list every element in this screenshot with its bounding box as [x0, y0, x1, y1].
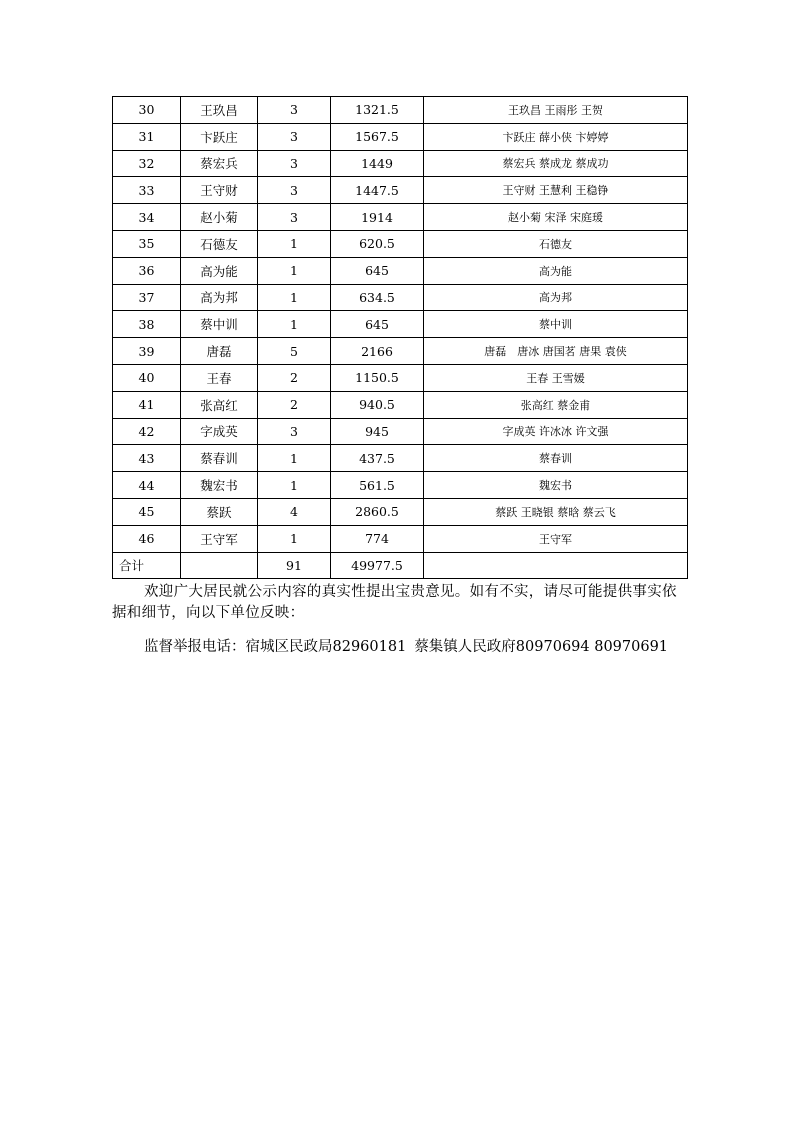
- table-row: [113, 364, 688, 391]
- total-label: 合计: [113, 552, 181, 579]
- table-row: [113, 257, 688, 284]
- household-head-name: 蔡中训: [181, 311, 258, 338]
- household-head-name: 蔡跃: [181, 498, 258, 525]
- household-size: 1: [258, 445, 331, 472]
- subsidy-amount: 1449: [331, 150, 424, 177]
- table-row: [113, 418, 688, 445]
- table-row: [113, 311, 688, 338]
- table-row: [113, 204, 688, 231]
- household-size: 3: [258, 150, 331, 177]
- table-row: [113, 150, 688, 177]
- subsidy-amount: 561.5: [331, 472, 424, 499]
- row-number: 38: [113, 311, 181, 338]
- household-members: 蔡跃 王晓银 蔡晗 蔡云飞: [424, 498, 688, 525]
- subsidy-amount: 774: [331, 525, 424, 552]
- household-head-name: 高为邦: [181, 284, 258, 311]
- household-head-name: 字成英: [181, 418, 258, 445]
- row-number: 35: [113, 230, 181, 257]
- household-size: 1: [258, 230, 331, 257]
- table-row: [113, 445, 688, 472]
- table-row: [113, 498, 688, 525]
- household-head-name: 赵小菊: [181, 204, 258, 231]
- household-head-name: 魏宏书: [181, 472, 258, 499]
- table-row: [113, 472, 688, 499]
- row-number: 41: [113, 391, 181, 418]
- row-number: 31: [113, 123, 181, 150]
- row-number: 30: [113, 97, 181, 124]
- contact-town-government: 蔡集镇人民政府80970694 80970691: [414, 639, 669, 655]
- household-members: 王守财 王慧利 王稳铮: [424, 177, 688, 204]
- household-members: 高为邦: [424, 284, 688, 311]
- household-table-footer: [113, 552, 688, 579]
- total-members-cell: [424, 552, 688, 579]
- contact-line: [112, 637, 732, 658]
- household-members: 唐磊 唐冰 唐国茗 唐果 袁侠: [424, 338, 688, 365]
- household-size: 1: [258, 257, 331, 284]
- subsidy-amount: 2166: [331, 338, 424, 365]
- household-size: 1: [258, 311, 331, 338]
- household-size: 1: [258, 284, 331, 311]
- subsidy-amount: 945: [331, 418, 424, 445]
- row-number: 33: [113, 177, 181, 204]
- household-size: 4: [258, 498, 331, 525]
- subsidy-amount: 1914: [331, 204, 424, 231]
- subsidy-amount: 1567.5: [331, 123, 424, 150]
- row-number: 43: [113, 445, 181, 472]
- household-head-name: 王春: [181, 364, 258, 391]
- subsidy-amount: 1447.5: [331, 177, 424, 204]
- household-table-wrapper: [112, 96, 688, 579]
- row-number: 40: [113, 364, 181, 391]
- household-size: 1: [258, 472, 331, 499]
- subsidy-amount: 2860.5: [331, 498, 424, 525]
- row-number: 36: [113, 257, 181, 284]
- household-members: 卞跃庄 薛小侠 卞婷婷: [424, 123, 688, 150]
- household-members: 蔡中训: [424, 311, 688, 338]
- household-size: 3: [258, 177, 331, 204]
- table-row: [113, 230, 688, 257]
- row-number: 34: [113, 204, 181, 231]
- row-number: 44: [113, 472, 181, 499]
- household-head-name: 蔡春训: [181, 445, 258, 472]
- table-row: [113, 97, 688, 124]
- subsidy-amount: 645: [331, 257, 424, 284]
- household-members: 张高红 蔡金甫: [424, 391, 688, 418]
- household-head-name: 卞跃庄: [181, 123, 258, 150]
- household-head-name: 张高红: [181, 391, 258, 418]
- household-size: 3: [258, 97, 331, 124]
- table-row: [113, 123, 688, 150]
- household-members: 王春 王雪媛: [424, 364, 688, 391]
- row-number: 37: [113, 284, 181, 311]
- household-members: 魏宏书: [424, 472, 688, 499]
- subsidy-amount: 1321.5: [331, 97, 424, 124]
- household-head-name: 唐磊: [181, 338, 258, 365]
- household-members: 高为能: [424, 257, 688, 284]
- row-number: 46: [113, 525, 181, 552]
- household-size: 3: [258, 204, 331, 231]
- subsidy-amount: 620.5: [331, 230, 424, 257]
- table-row: [113, 177, 688, 204]
- household-size: 2: [258, 391, 331, 418]
- household-size: 1: [258, 525, 331, 552]
- household-members: 王守军: [424, 525, 688, 552]
- household-members: 石德友: [424, 230, 688, 257]
- table-row: [113, 338, 688, 365]
- household-members: 王玖昌 王雨彤 王贺: [424, 97, 688, 124]
- row-number: 32: [113, 150, 181, 177]
- subsidy-amount: 634.5: [331, 284, 424, 311]
- household-size: 3: [258, 418, 331, 445]
- subsidy-amount: 940.5: [331, 391, 424, 418]
- table-row: [113, 391, 688, 418]
- contact-civil-affairs: 监督举报电话：宿城区民政局82960181: [144, 639, 407, 655]
- household-head-name: 王守财: [181, 177, 258, 204]
- subsidy-amount: 645: [331, 311, 424, 338]
- subsidy-amount: 1150.5: [331, 364, 424, 391]
- row-number: 45: [113, 498, 181, 525]
- household-head-name: 石德友: [181, 230, 258, 257]
- notice-paragraph: 欢迎广大居民就公示内容的真实性提出宝贵意见。如有不实，请尽可能提供事实依据和细节，向以下单位反映：: [112, 584, 677, 621]
- household-members: 字成英 许冰冰 许文强: [424, 418, 688, 445]
- table-row: [113, 525, 688, 552]
- household-head-name: 蔡宏兵: [181, 150, 258, 177]
- table-row: [113, 284, 688, 311]
- household-table: [112, 96, 688, 579]
- household-head-name: 高为能: [181, 257, 258, 284]
- household-members: 赵小菊 宋泽 宋庭瑗: [424, 204, 688, 231]
- household-head-name: 王玖昌: [181, 97, 258, 124]
- household-table-body: [113, 97, 688, 553]
- household-head-name: 王守军: [181, 525, 258, 552]
- household-size: 3: [258, 123, 331, 150]
- total-amount: 49977.5: [331, 552, 424, 579]
- household-size: 5: [258, 338, 331, 365]
- household-members: 蔡宏兵 蔡成龙 蔡成功: [424, 150, 688, 177]
- row-number: 42: [113, 418, 181, 445]
- row-number: 39: [113, 338, 181, 365]
- total-row: [113, 552, 688, 579]
- household-size: 2: [258, 364, 331, 391]
- total-name-cell: [181, 552, 258, 579]
- total-count: 91: [258, 552, 331, 579]
- subsidy-amount: 437.5: [331, 445, 424, 472]
- household-members: 蔡春训: [424, 445, 688, 472]
